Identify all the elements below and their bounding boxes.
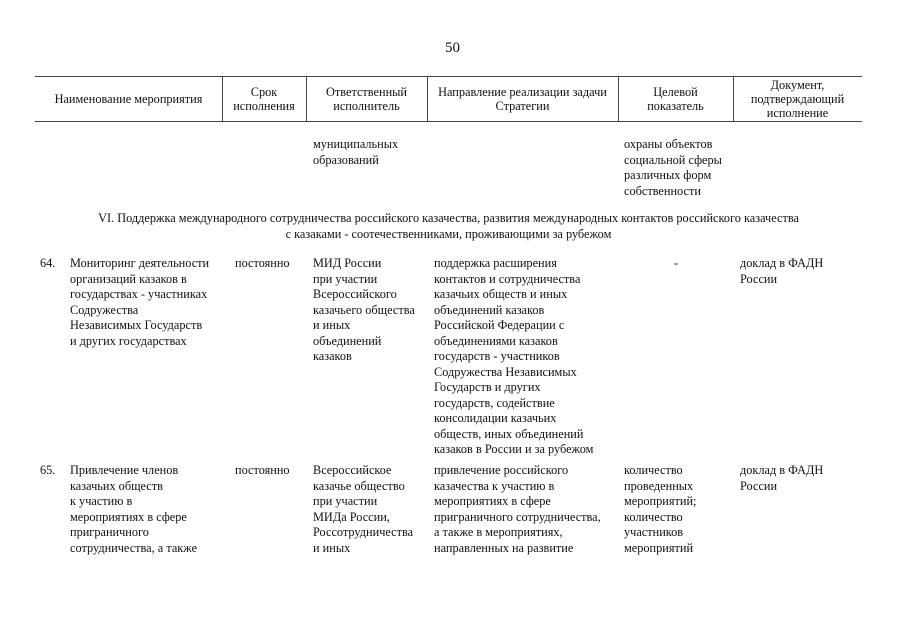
table-header-bottom-rule [35, 121, 862, 122]
continued-executor: муниципальных образований [313, 137, 399, 167]
header-name: Наименование мероприятия [54, 92, 203, 106]
row-indicator: количество проведенных мероприятий; количество участников мероприятий [624, 463, 697, 555]
row-document: доклад в ФАДН России [740, 256, 824, 286]
row-name: Привлечение членов казачьих обществ к участию в мероприятиях в сфере приграничного сотрудничества, а также [70, 463, 198, 555]
row-document: доклад в ФАДН России [740, 463, 824, 493]
header-document: Документ, подтверждающий исполнение [750, 78, 845, 120]
row-name: Мониторинг деятельности организаций казаков в государствах - участниках Содружества Независимых Государств и других государствах [70, 256, 210, 348]
row-term: постоянно [235, 256, 290, 270]
header-term: Срок исполнения [233, 85, 295, 113]
header-indicator: Целевой показатель [647, 85, 704, 113]
header-direction: Направление реализации задачи Стратегии [438, 85, 607, 113]
section-title: VI. Поддержка международного сотрудничества российского казачества, развития международных контактов российского казачества с казаками - соотечественниками, проживающими за рубежом [98, 211, 799, 241]
row-direction: поддержка расширения контактов и сотрудничества казачьих обществ и иных объединений казаков Российской Федерации с объединениями казаков государств - участников Содружества Независимых Государств и других государств, содействие консолидации казачьих обществ, иных объединений казаков в России и за рубежом [434, 256, 594, 456]
page-number: 50 [445, 40, 460, 56]
table-top-rule [35, 76, 862, 77]
continued-indicator: охраны объектов социальной сферы различных форм собственности [624, 137, 722, 198]
row-number: 65. [40, 463, 56, 477]
row-indicator: - [674, 256, 679, 270]
row-term: постоянно [235, 463, 290, 477]
row-executor: МИД России при участии Всероссийского казачьего общества и иных объединений казаков [313, 256, 415, 363]
row-number: 64. [40, 256, 56, 270]
row-direction: привлечение российского казачества к участию в мероприятиях в сфере приграничного сотрудничества, а также в мероприятиях, направленных на развитие [434, 463, 601, 555]
row-executor: Всероссийское казачье общество при участии МИДа России, Россотрудничества и иных [313, 463, 414, 555]
header-executor: Ответственный исполнитель [326, 85, 407, 113]
